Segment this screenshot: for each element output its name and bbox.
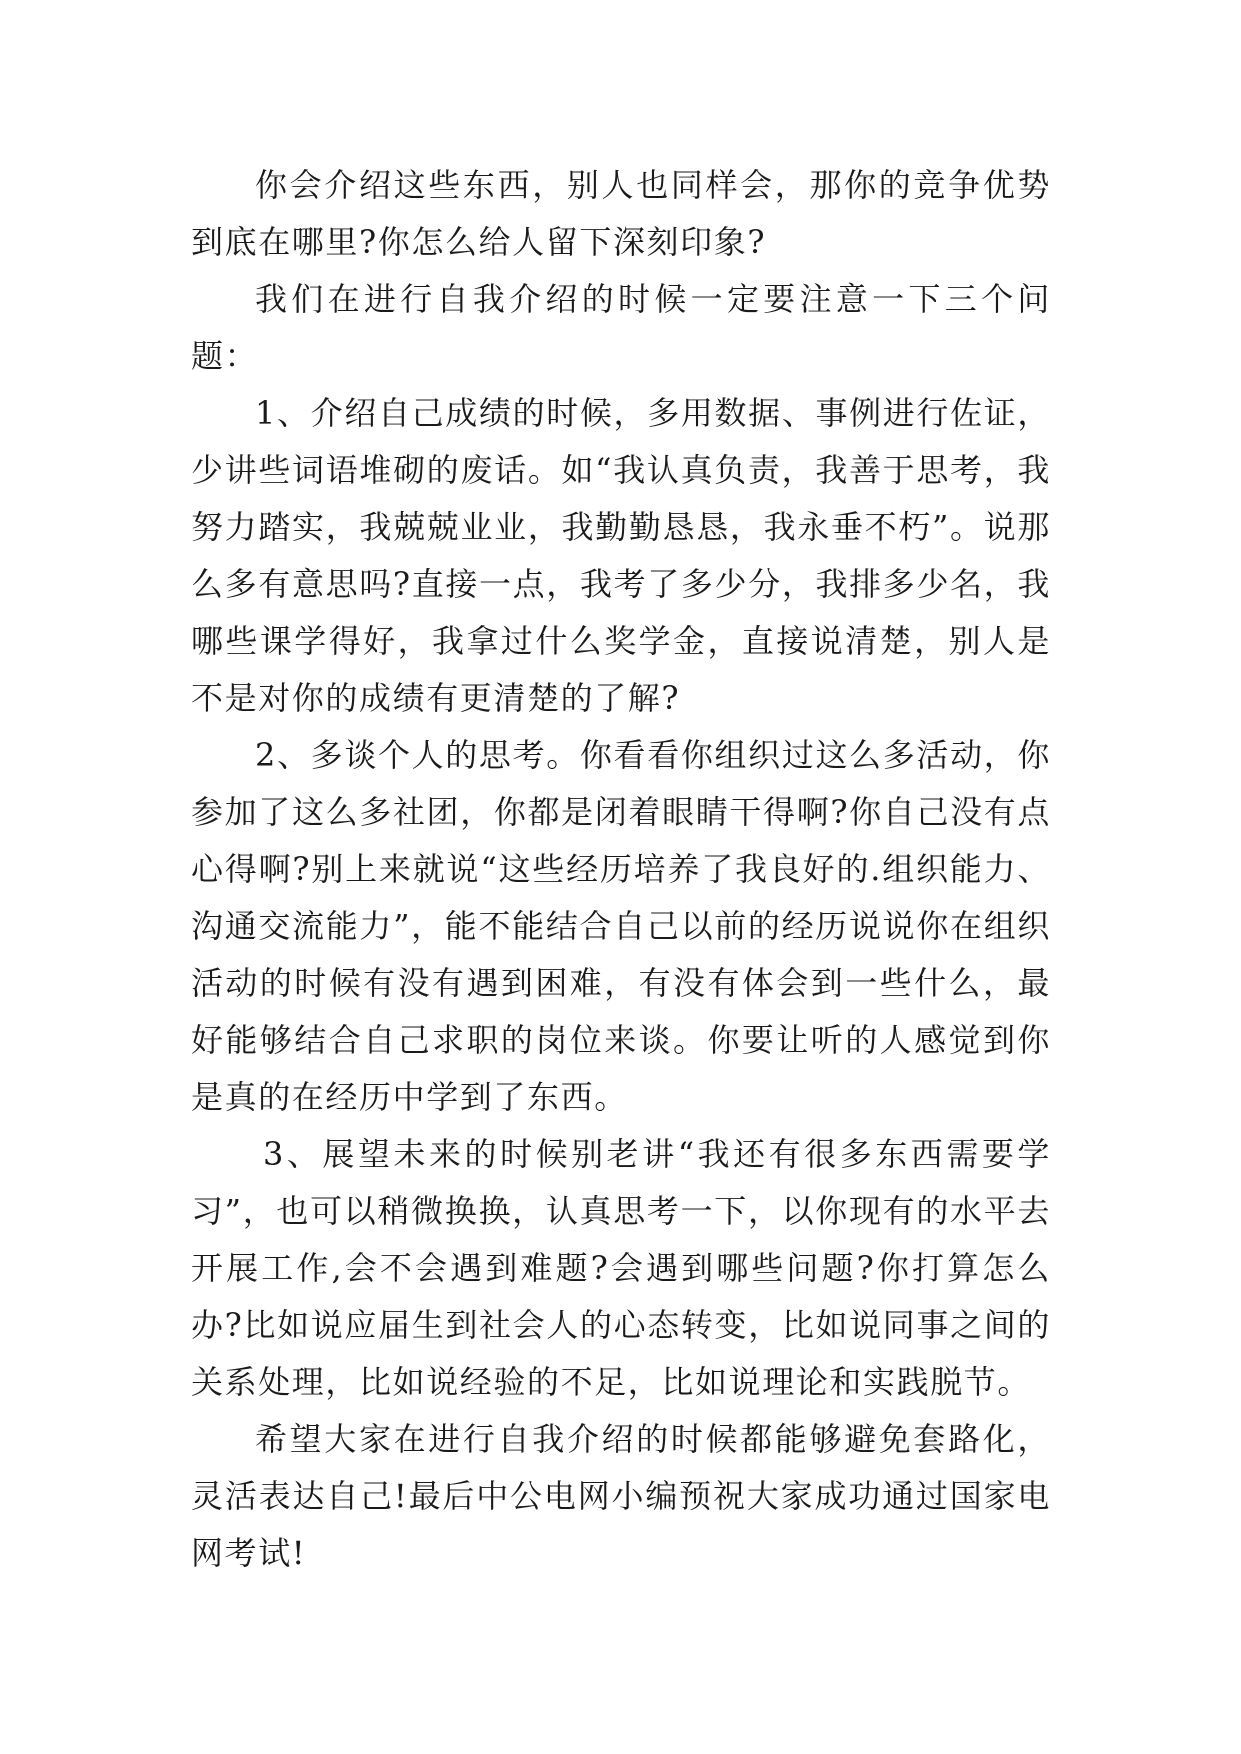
paragraph-point-2: 2、多谈个人的思考。你看看你组织过这么多活动，你参加了这么多社团，你都是闭着眼睛干得啊?你自己没有点心得啊?别上来就说“这些经历培养了我良好的.组织能力、沟通交流能力”，能不能结合自己以前的经历说说你在组织活动的时候有没有遇到困难，有没有体会到一些什么，最好能够结合自己求职的岗位来谈。你要让听的人感觉到你是真的在经历中学到了东西。 xyxy=(191,736,1051,1116)
paragraph-point-3: 3、展望未来的时候别老讲“我还有很多东西需要学习”，也可以稍微换换，认真思考一下，以你现有的水平去开展工作,会不会遇到难题?会遇到哪些问题?你打算怎么办?比如说应届生到社会人的心态转变，比如说同事之间的关系处理，比如说经验的不足，比如说理论和实践脱节。 xyxy=(191,1135,1051,1401)
paragraph-closing: 希望大家在进行自我介绍的时候都能够避免套路化，灵活表达自己!最后中公电网小编预祝大家成功通过国家电网考试! xyxy=(191,1420,1051,1572)
paragraph-competitive-advantage: 你会介绍这些东西，别人也同样会，那你的竞争优势到底在哪里?你怎么给人留下深刻印象? xyxy=(191,166,1051,261)
paragraph-three-issues-intro: 我们在进行自我介绍的时候一定要注意一下三个问题： xyxy=(191,280,1051,375)
document-body xyxy=(191,157,1051,1582)
paragraph-point-1: 1、介绍自己成绩的时候，多用数据、事例进行佐证，少讲些词语堆砌的废话。如“我认真负责，我善于思考，我努力踏实，我兢兢业业，我勤勤恳恳，我永垂不朽”。说那么多有意思吗?直接一点，我考了多少分，我排多少名，我哪些课学得好，我拿过什么奖学金，直接说清楚，别人是不是对你的成绩有更清楚的了解? xyxy=(191,394,1051,717)
